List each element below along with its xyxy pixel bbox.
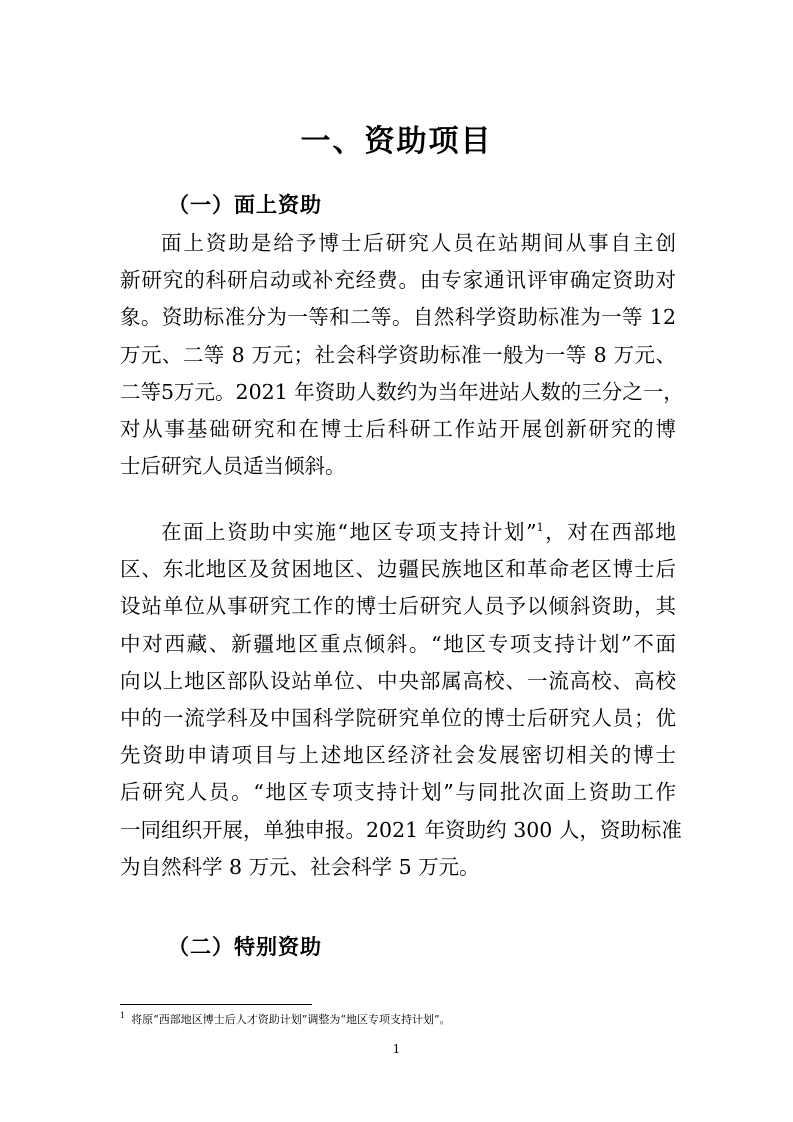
paragraph-line: 先资助申请项目与上述地区经济社会发展密切相关的博士 bbox=[120, 743, 676, 768]
paragraph-line: 象。资助标准分为一等和二等。自然科学资助标准为一等 12 bbox=[120, 305, 676, 330]
section-heading-general-funding: （一）面上资助 bbox=[168, 193, 322, 217]
paragraph-line: 一同组织开展，单独申报。2021 年资助约 300 人，资助标准 bbox=[120, 817, 682, 842]
page-title: 一、资助项目 bbox=[300, 124, 493, 159]
paragraph-line: 为自然科学 8 万元、社会科学 5 万元。 bbox=[120, 854, 480, 879]
footnote bbox=[120, 1012, 451, 1028]
paragraph-line: 区、东北地区及贫困地区、边疆民族地区和革命老区博士后 bbox=[120, 557, 676, 582]
paragraph-line: 中的一流学科及中国科学院研究单位的博士后研究人员；优 bbox=[120, 705, 676, 730]
paragraph-line: 向以上地区部队设站单位、中央部属高校、一流高校、高校 bbox=[120, 668, 676, 693]
paragraph-line: 后研究人员。“地区专项支持计划”与同批次面上资助工作 bbox=[120, 780, 676, 805]
page-number: 1 bbox=[392, 1042, 401, 1056]
paragraph-line-text: 在面上资助中实施“地区专项支持计划” bbox=[161, 520, 537, 544]
paragraph-line: 面上资助是给予博士后研究人员在站期间从事自主创 bbox=[161, 231, 676, 255]
paragraph-line: 对从事基础研究和在博士后科研工作站开展创新研究的博 bbox=[120, 416, 676, 441]
footnote-marker: 1 bbox=[120, 1011, 126, 1021]
paragraph-line: 万元、二等 8 万元；社会科学资助标准一般为一等 8 万元、 bbox=[120, 342, 676, 367]
footnote-divider bbox=[120, 1004, 312, 1005]
footnote-text: 将原“西部地区博士后人才资助计划”调整为“地区专项支持计划”。 bbox=[131, 1013, 451, 1026]
paragraph-line bbox=[120, 514, 676, 551]
paragraph-line: 新研究的科研启动或补充经费。由专家通讯评审确定资助对 bbox=[120, 268, 676, 293]
paragraph-line: 二等5万元。2021 年资助人数约为当年进站人数的三分之一， bbox=[120, 379, 684, 404]
paragraph-general-funding bbox=[120, 225, 684, 485]
paragraph-line: 中对西藏、新疆地区重点倾斜。“地区专项支持计划”不面 bbox=[120, 631, 676, 656]
paragraph-regional-program bbox=[120, 514, 682, 886]
footnote-reference[interactable]: 1 bbox=[536, 521, 544, 535]
paragraph-line-text: ，对在西部地 bbox=[543, 520, 676, 544]
paragraph-line: 士后研究人员适当倾斜。 bbox=[120, 454, 346, 479]
paragraph-line: 设站单位从事研究工作的博士后研究人员予以倾斜资助，其 bbox=[120, 594, 676, 619]
section-heading-special-funding: （二）特别资助 bbox=[168, 935, 322, 959]
